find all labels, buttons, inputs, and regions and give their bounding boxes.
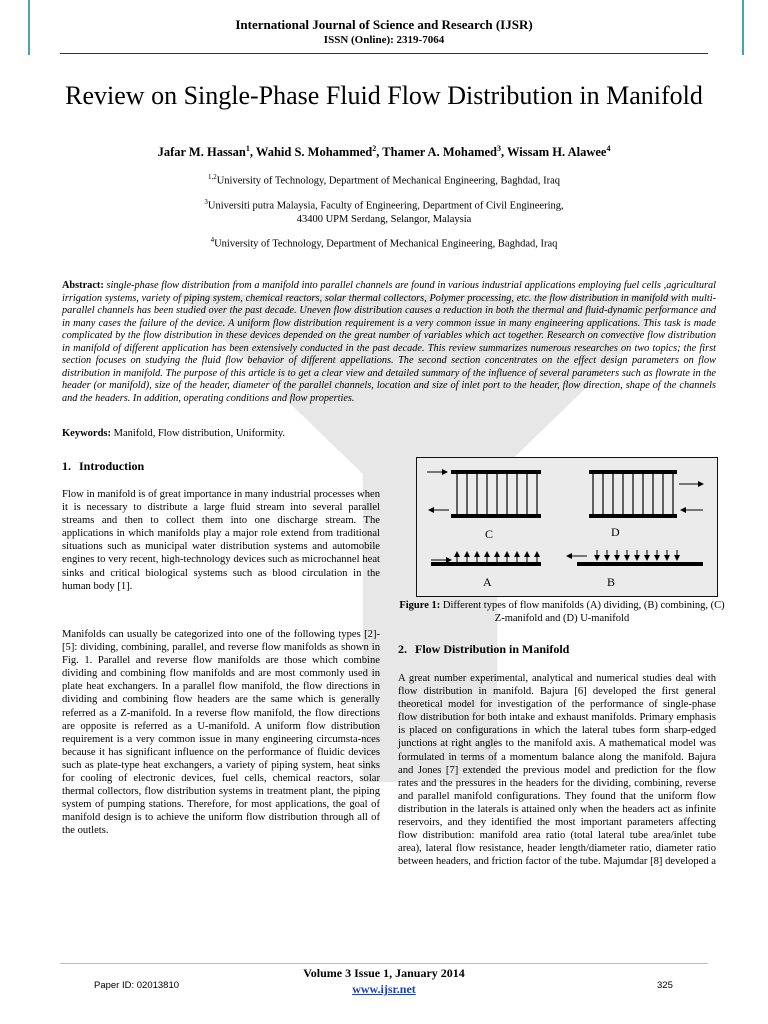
author-sup: 3 [496, 144, 501, 153]
section-2-paragraph-1: A great number experimental, analytical and numerical studies deal with flow distribution in manifold. Bajura [6] developed the first general theoretical model for investigation of the performance of single-phase flow distribution for both intake and exhaust manifolds. Primary emphasis is placed on configurations in which the lateral tubes form sharp-edged junctions at right angles to the manifold axis. A mathematical model was formulated in terms of a momentum balance along the manifold. Bajura and Jones [7] extended the previous model and prediction for the flow rates and the pressures in the headers for the dividing, combining, reverse and parallel manifold configurations. They found that the uniform flow distribution in the laterals is attained only when the headers act as infinite reservoirs, and they identified the most important parameters affecting flow distribution: manifold area ratio (total lateral tube area/inlet tube area), lateral flow resistance, header length/diameter ratio, diameter ratio between headers, and friction factor of the tube. Majumdar [8] developed a [398, 673, 716, 868]
manifold-types-svg [417, 458, 717, 596]
paper-title: Review on Single-Phase Fluid Flow Distribution in Manifold [65, 81, 703, 111]
label-d: D [611, 525, 620, 539]
keywords [62, 428, 716, 439]
author-name: Thamer A. Mohamed [382, 145, 497, 160]
author-sup: 2 [372, 144, 377, 153]
figure-1-caption: Figure 1: Different types of flow manifolds (A) dividing, (B) combining, (C) Z-manifold and (D) U-manifold [399, 600, 725, 624]
abstract-label: Abstract: [62, 280, 104, 292]
header-divider [60, 53, 708, 54]
author-sup: 4 [606, 144, 611, 153]
affiliation-4: $^4$University of Technology, Department of Mechanical Engineering, Baghdad, Iraq [210, 236, 558, 250]
u-manifold-diagram [589, 470, 703, 518]
footer-paper-id: Paper ID: 02013810 [94, 980, 180, 991]
keywords-label: Keywords: [62, 428, 111, 439]
affiliation-3: $^3$Universiti putra Malaysia, Faculty of Engineering, Department of Civil Engineering, 43400 UPM Serdang, Selangor, Malaysia [204, 198, 564, 225]
author-name: Jafar M. Hassan [157, 145, 246, 160]
z-manifold-diagram [427, 470, 541, 518]
author-name: Wahid S. Mohammed [255, 145, 373, 160]
footer-page-number: 325 [657, 980, 673, 991]
label-b: B [607, 575, 616, 589]
affiliation-1: $^{1,2}$University of Technology, Department of Mechanical Engineering, Baghdad, Iraq [207, 173, 561, 187]
intro-paragraph-1: Flow in manifold is of great importance in many industrial processes when it is necessary to distribute a large fluid stream into several parallel streams and then to collect them into one discharge stream. The applications in which manifolds play a major role extend from traditional situations such as municipal water distribution systems and automobile engines to very recent, high-technology devices such as microchannel heat sinks and critical biological systems such as blood circulation in the human body [1]. [62, 489, 380, 592]
label-a: A [483, 575, 492, 589]
author-sup: 1 [245, 144, 250, 153]
intro-paragraph-2: Manifolds can usually be categorized into one of the following types [2]-[5]: dividing, combining, parallel, and reverse flow manifolds as shown in Fig. 1. Parallel and reverse flow manifolds are those which combine dividing and combining flow manifolds and are most commonly used in plate heat exchangers. In a parallel flow manifold, the flow directions in dividing and combining flow headers are the same which is generally referred as a Z-manifold. In a reverse flow manifold, the flow directions are opposite is referred as a U-manifold. A uniform flow distribution requirement is a very common issue in many engineering circumsta-nces because it has significant influence on the performance of fluidic devices such as plate-type heat exchangers, a variety of piping system, heat sinks for cooling of electronic devices, fuel cells, chemical reactors, solar thermal collectors, flow distribution systems in treatment plant, the piping system of pumping stations. Therefore, for most applications, the goal of manifold design is to achieve the uniform flow distribution through all of the outlets. [62, 629, 380, 837]
section-2-heading: 2. Flow Distribution in Manifold [398, 642, 570, 656]
footer-divider [60, 963, 708, 964]
label-c: C [485, 527, 494, 541]
abstract [62, 280, 716, 405]
author-name: Wissam H. Alawee [507, 145, 607, 160]
abstract-text: single-phase flow distribution from a manifold into parallel channels are found in various industrial applications employing fuel cells ,agricultural irrigation systems, variety of piping system, chemical reactors, solar thermal collectors, Polymer processing, etc. the flow distribution in manifold with multi-parallel channels has been studied over the past decade. Uneven flow distribution causes a reduction in both the thermal and fluid-dynamic performance and in many cases the failure of the device. A uniform flow distribution requirement is a very common issue in many engineering applications. This task is made complicated by the flow distribution in these devices depended on the great number of variables which act together. Research on convective flow distribution in manifold of different application has been extensively conducted in the past decade. This review summarizes numerous researches on two topics; the first section focuses on studying the fluid flow behavior of different appellations. The second section concentrates on the effect design parameters on flow distribution in manifold. The purpose of this article is to get a clear view and detailed summary of the influence of several parameters such as flowrate in the header (or manifold), size of the header, diameter of the parallel channels, location and size of inlet port to the header, flow direction, shape of the channels and the headers. In addition, operating conditions and flow properties. [62, 280, 716, 404]
journal-issn: ISSN (Online): 2319-7064 [323, 34, 445, 46]
footer-volume: Volume 3 Issue 1, January 2014 [303, 966, 465, 980]
footer-journal-link[interactable]: www.ijsr.net [352, 982, 416, 996]
dividing-manifold-diagram [431, 552, 541, 566]
keywords-text: Manifold, Flow distribution, Uniformity. [113, 428, 286, 439]
journal-name: International Journal of Science and Research (IJSR) [235, 17, 533, 32]
author-list: Jafar M. Hassan$^1$, Wahid S. Mohammed$^2$, Thamer A. Mohamed$^3$, Wissam H. Alawee$^4$ [157, 144, 611, 160]
figure-1-manifold-diagram [416, 457, 718, 597]
combining-manifold-diagram [567, 550, 703, 566]
section-1-heading: 1. Introduction [62, 459, 145, 473]
